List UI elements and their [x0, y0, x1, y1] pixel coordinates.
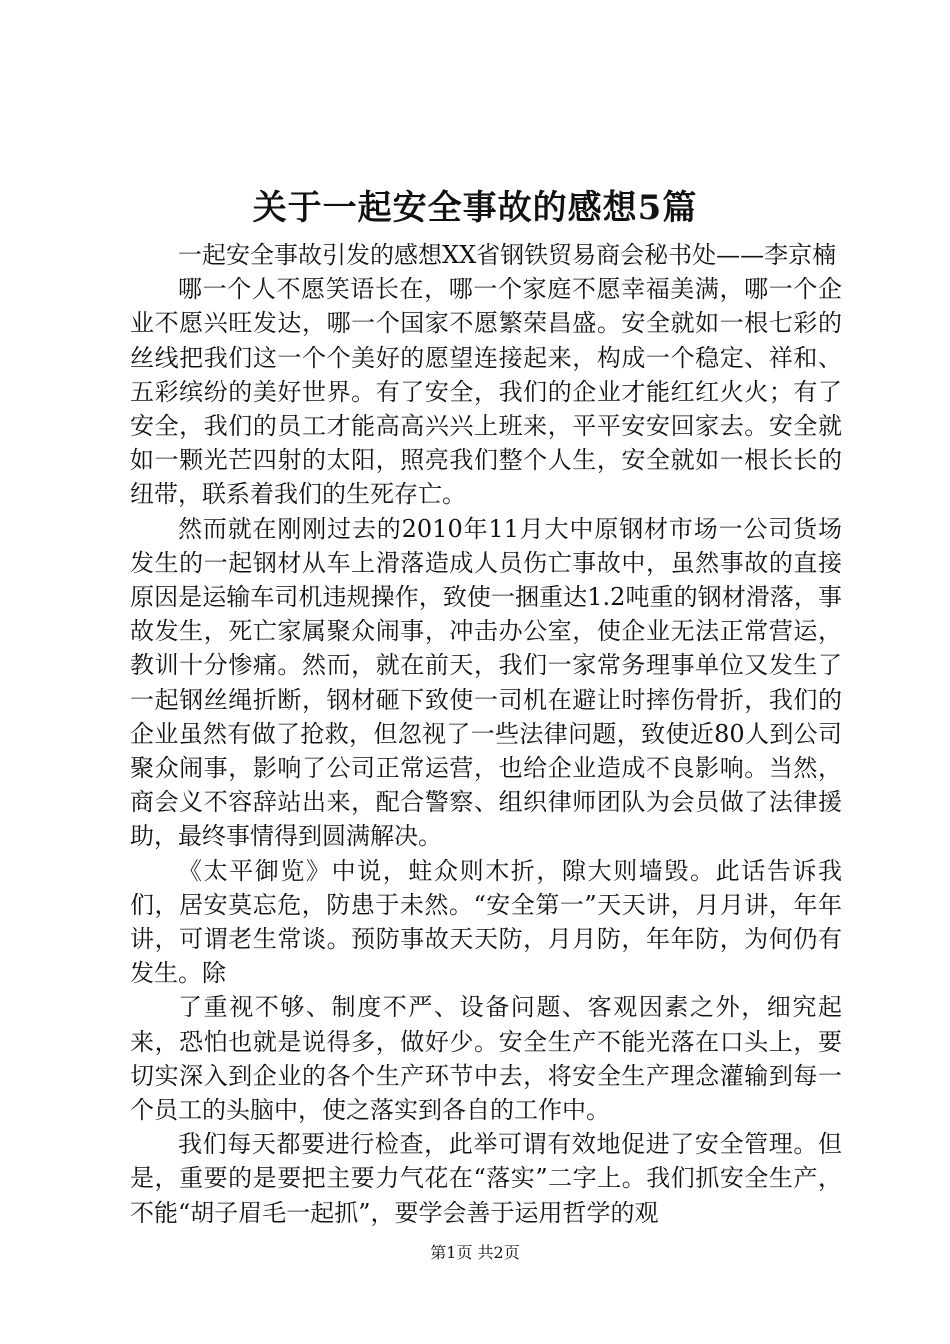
paragraph-5: 我们每天都要进行检查，此举可谓有效地促进了安全管理。但是，重要的是要把主要力气花在“落实”二字上。我们抓安全生产，不能“胡子眉毛一起抓”，要学会善于运用哲学的观	[130, 1130, 842, 1227]
paragraph-1: 哪一个人不愿笑语长在，哪一个家庭不愿幸福美满，哪一个企业不愿兴旺发达，哪一个国家不愿繁荣昌盛。安全就如一根七彩的丝线把我们这一个个美好的愿望连接起来，构成一个稳定、祥和、五彩缤纷的美好世界。有了安全，我们的企业才能红红火火；有了安全，我们的员工才能高高兴兴上班来，平平安安回家去。安全就如一颗光芒四射的太阳，照亮我们整个人生，安全就如一根长长的纽带，联系着我们的生死存亡。	[130, 275, 842, 509]
paragraph-subtitle: 一起安全事故引发的感想XX省钢铁贸易商会秘书处——李京楠	[178, 241, 837, 269]
paragraph-2: 然而就在刚刚过去的2010年11月大中原钢材市场一公司货场发生的一起钢材从车上滑落造成人员伤亡事故中，虽然事故的直接原因是运输车司机违规操作，致使一捆重达1.2吨重的钢材滑落，事故发生，死亡家属聚众闹事，冲击办公室，使企业无法正常营运，教训十分惨痛。然而，就在前天，我们一家常务理事单位又发生了一起钢丝绳折断，钢材砸下致使一司机在避让时摔伤骨折，我们的企业虽然有做了抢救，但忽视了一些法律问题，致使近80人到公司聚众闹事，影响了公司正常运营，也给企业造成不良影响。当然，商会义不容辞站出来，配合警察、组织律师团队为会员做了法律援助，最终事情得到圆满解决。	[130, 514, 842, 851]
page-footer: 第1页 共2页	[430, 1243, 520, 1262]
paragraph-3: 《太平御览》中说，蛀众则木折，隙大则墙毁。此话告诉我们，居安莫忘危，防患于未然。“安全第一”天天讲，月月讲，年年讲，可谓老生常谈。预防事故天天防，月月防，年年防，为何仍有发生。除	[130, 856, 842, 988]
document-body	[130, 238, 842, 1230]
document-title: 关于一起安全事故的感想5篇	[252, 188, 698, 228]
paragraph-4: 了重视不够、制度不严、设备问题、客观因素之外，细究起来，恐怕也就是说得多，做好少。安全生产不能光落在口头上，要切实深入到企业的各个生产环节中去，将安全生产理念灌输到每一个员工的头脑中，使之落实到各自的工作中。	[130, 993, 842, 1125]
